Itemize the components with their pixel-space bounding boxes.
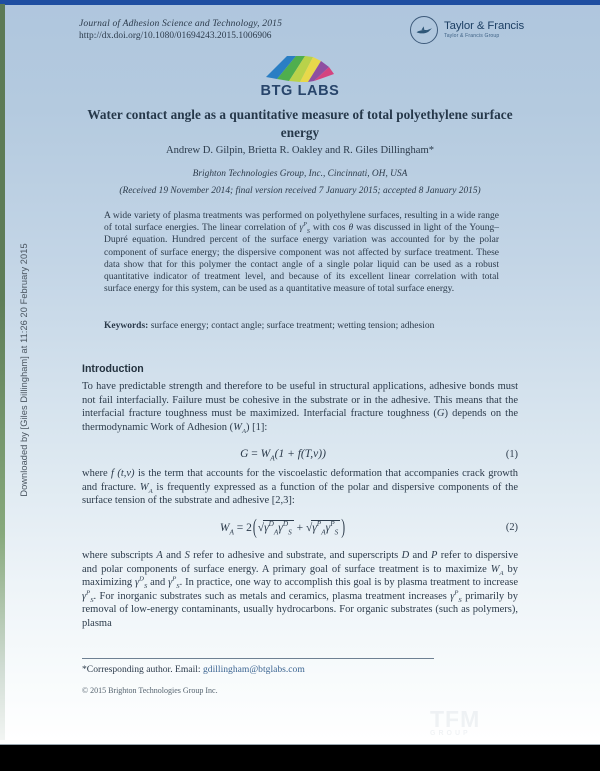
par3-text-a: where subscripts [82, 550, 157, 561]
section-heading-introduction: Introduction [82, 363, 144, 375]
journal-name: Journal of Adhesion Science and Technology, 2015 [79, 18, 283, 29]
corresponding-author-note [82, 664, 305, 675]
symbol-WA-2: $W_A$ [139, 481, 153, 495]
equation-2-number: (2) [505, 521, 518, 533]
equation-1 [82, 448, 518, 463]
par1-text-a: To have predictable strength and therefore to be useful in structural applications, adhesive bonds must not fail interfacially. Failure must be cohesive in the substrate or in the adhesive. This means that the interfacial fracture toughness must be maximized. Interfacial fracture toughness ( [82, 381, 518, 420]
symbol-WA-1: $W_A$ [233, 421, 246, 435]
par3-text-e: refer to dispersive and polar components of surface energy. A primary goal of surface treatment is to maximize [82, 550, 518, 575]
par3-text-b: and [162, 550, 185, 561]
symbol-D: D [401, 550, 410, 561]
intro-paragraph-2 [82, 467, 518, 508]
gamma-D-S: $\gamma^D_S$ [135, 575, 148, 591]
par1-text-c: ) [1]: [245, 421, 268, 433]
page-watermark [430, 706, 480, 737]
theta-symbol: θ [348, 223, 354, 234]
gamma-P-S-3: $\gamma^P_S$ [450, 589, 462, 604]
doi-link[interactable]: http://dx.doi.org/10.1080/01694243.2015.1006906 [79, 31, 272, 41]
par3-text-d: and [409, 550, 432, 561]
journal-header [79, 17, 282, 43]
eq2-plus: + [296, 522, 304, 534]
corresponding-author-email[interactable]: gdillingham@btglabs.com [202, 664, 305, 675]
keywords-line [104, 320, 499, 332]
symbol-G: G [436, 408, 445, 420]
btg-wordmark: BTG LABS [260, 83, 340, 99]
par3-text-h: . In practice, one way to accomplish this goal is by plasma treatment to increase [179, 577, 518, 589]
btg-labs-logo [0, 54, 600, 99]
par3-text-c: refer to adhesive and substrate, and superscripts [189, 550, 402, 561]
keywords-value: surface energy; contact angle; surface treatment; wetting tension; adhesion [148, 321, 435, 331]
par2-text-b: is the term that accounts for the viscoelastic deformation that accompanies crack growth and fracture. [82, 468, 518, 493]
symbol-WA-3: $W_A$ [490, 563, 504, 577]
gamma-P-S-1: $\gamma^P_S$ [168, 575, 180, 591]
eq1-equals: = [251, 448, 258, 460]
article-received-dates: (Received 19 November 2014; final version received 7 January 2015; accepted 8 January 2015) [119, 186, 481, 196]
watermark-subtext: GROUP [430, 730, 471, 737]
eq2-radical-2: √ [305, 522, 313, 534]
equation-1-number: (1) [505, 448, 518, 460]
keywords-label: Keywords: [104, 321, 149, 331]
par3-text-g: and [147, 577, 169, 589]
eq1-WA: $W_A$ [260, 448, 275, 463]
abstract-part-2: with cos [309, 223, 349, 234]
btg-fan-icon [263, 54, 337, 84]
symbol-ftv: (t,v) [113, 468, 135, 479]
download-stamp: Downloaded by [Giles Dillingham] at 11:26 20 February 2015 [19, 243, 29, 497]
eq2-paren-open: ( [252, 516, 257, 540]
taylor-francis-mark-icon [410, 16, 438, 44]
taylor-francis-logo [410, 16, 524, 44]
par2-text-c: is frequently expressed as a function of the polar and dispersive components of the surface tension of the substrate and adhesive [2,3]: [82, 481, 518, 507]
par2-text-a: where [82, 468, 112, 479]
publisher-subtitle: Taylor & Francis Group [444, 33, 500, 40]
article-title: Water contact angle as a quantitative measure of total polyethylene surface energy [87, 107, 513, 140]
eq2-WA: $W_A$ [219, 522, 234, 537]
abstract-part-3: was discussed in light of the Young–Dupré equation. Hundred percent of the surface energy variation was accounted for by the polar component of surface energy; the dispersive component was not affected by surface treatment. These data show that for this polymer the contact angle of a single polar liquid can be used as a robust quantitative indicator of treatment level, and because of its excellent linear correlation with total surface energy for this system, can be used as a quantitative measure of total surface energy. [104, 223, 500, 295]
watermark-text: TFM [430, 706, 481, 732]
eq2-term-2: $\gamma^P_A\gamma^P_S$ [312, 520, 339, 537]
intro-paragraph-1 [82, 380, 518, 434]
par3-text-f: by maximizing [82, 563, 519, 589]
bottom-black-band [0, 745, 600, 771]
article-affiliation: Brighton Technologies Group, Inc., Cincinnati, OH, USA [192, 169, 408, 179]
gamma-polar-substrate: $\gamma^P_S$ [299, 222, 310, 236]
abstract-text [104, 210, 499, 295]
symbol-A: A [156, 550, 163, 561]
eq1-rhs: (1 + f(T,v)) [274, 448, 326, 460]
par3-text-j: primarily by removal of low-energy contaminants, usually hydrocarbons. For organic substrates (such as polymers), plasma [82, 590, 519, 629]
article-authors: Andrew D. Gilpin, Brietta R. Oakley and R. Giles Dillingham* [165, 145, 435, 156]
equation-1-body [82, 448, 484, 463]
par1-text-b: ) depends on the thermodynamic Work of Adhesion ( [82, 408, 518, 433]
copyright-line: © 2015 Brighton Technologies Group Inc. [82, 686, 218, 695]
publisher-name: Taylor & Francis [444, 19, 525, 32]
corresponding-author-label: *Corresponding author. Email: [82, 664, 203, 675]
gamma-P-S-2: $\gamma^P_S$ [82, 589, 94, 604]
abstract-part-1: A wide variety of plasma treatments was performed on polyethylene surfaces, resulting in a wide range of total surface energies. The linear correlation of [104, 211, 499, 234]
eq1-lhs: G [240, 448, 249, 460]
equation-2-body [82, 516, 484, 540]
symbol-S: S [184, 550, 190, 561]
eq2-paren-close: ) [341, 516, 346, 540]
eq2-equals: = [236, 522, 244, 534]
equation-2 [82, 516, 518, 540]
eq2-coefficient: 2 [246, 522, 252, 534]
intro-paragraph-3 [82, 549, 518, 631]
eq2-term-1: $\gamma^D_A\gamma^D_S$ [264, 520, 292, 537]
par3-text-i: . For inorganic substrates such as metals and ceramics, plasma treatment increases [93, 590, 451, 602]
footnote-rule [82, 658, 434, 659]
eq2-radical-1: √ [257, 522, 265, 534]
symbol-f: f [111, 468, 114, 479]
symbol-P: P [431, 550, 438, 561]
taylor-francis-text [444, 21, 524, 40]
